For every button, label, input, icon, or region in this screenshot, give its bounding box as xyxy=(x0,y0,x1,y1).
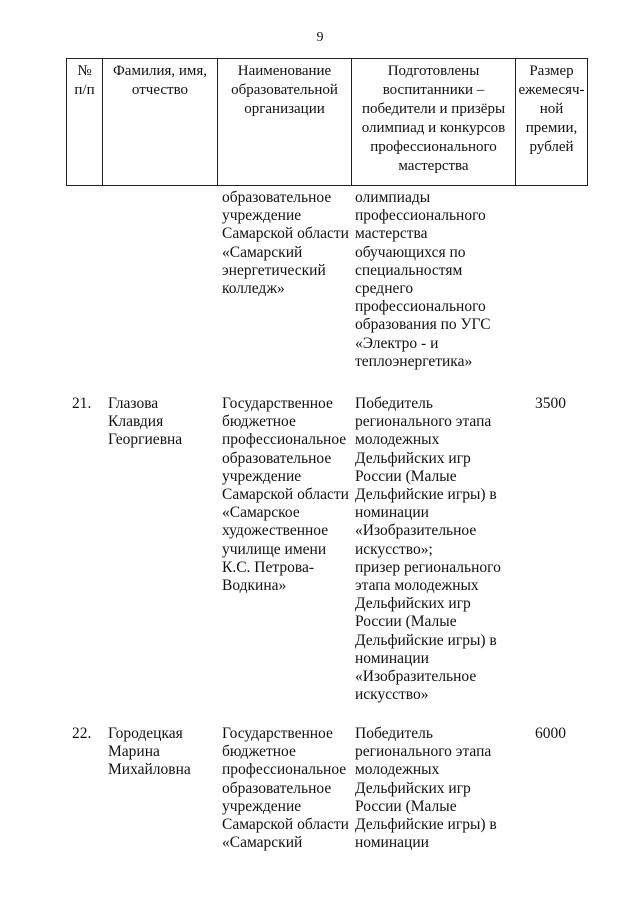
header-bonus: Размер ежемесяч- ной премии, рублей xyxy=(518,63,585,155)
row-number: 22. xyxy=(72,725,92,742)
header-full-name: Фамилия, имя, отчество xyxy=(103,59,218,185)
row-achievement: олимпиады профессионального мастерства обучающихся по специальностям среднего профессионального образования по УГС «Электро - и теплоэнергетика» xyxy=(355,189,491,370)
row-bonus: 6000 xyxy=(535,725,566,742)
page-number: 9 xyxy=(316,30,324,45)
header-number: № п/п xyxy=(67,59,103,185)
table-header xyxy=(66,58,588,186)
row-organization: Государственное бюджетное профессиональное образовательное учреждение Самарской области «Самарское художественное училище имени К.С. Петрова- Водкина» xyxy=(222,395,349,595)
row-achievement: Победитель регионального этапа молодежных Дельфийских игр России (Малые Дельфийские игры) в номинации «Изобразительное искусство»; призер регионального этапа молодежных Дельфийских игр России (Малые Дельфийские игры) в номинации «Изобразительное искусство» xyxy=(355,395,501,704)
row-achievement: Победитель регионального этапа молодежных Дельфийских игр России (Малые Дельфийские игры) в номинации xyxy=(355,725,497,852)
row-full-name: Глазова Клавдия Георгиевна xyxy=(108,395,183,449)
header-achievement: Подготовлены воспитанники – победители и призёры олимпиад и конкурсов профессионального мастерства xyxy=(352,59,516,185)
header-organization: Наименование образовательной организации xyxy=(218,59,352,185)
row-organization: образовательное учреждение Самарской области «Самарский энергетический колледж» xyxy=(222,189,349,298)
row-bonus: 3500 xyxy=(535,395,566,412)
row-number: 21. xyxy=(72,395,92,412)
row-full-name: Городецкая Марина Михайловна xyxy=(108,725,191,779)
row-organization: Государственное бюджетное профессиональное образовательное учреждение Самарской области «Самарский xyxy=(222,725,349,852)
